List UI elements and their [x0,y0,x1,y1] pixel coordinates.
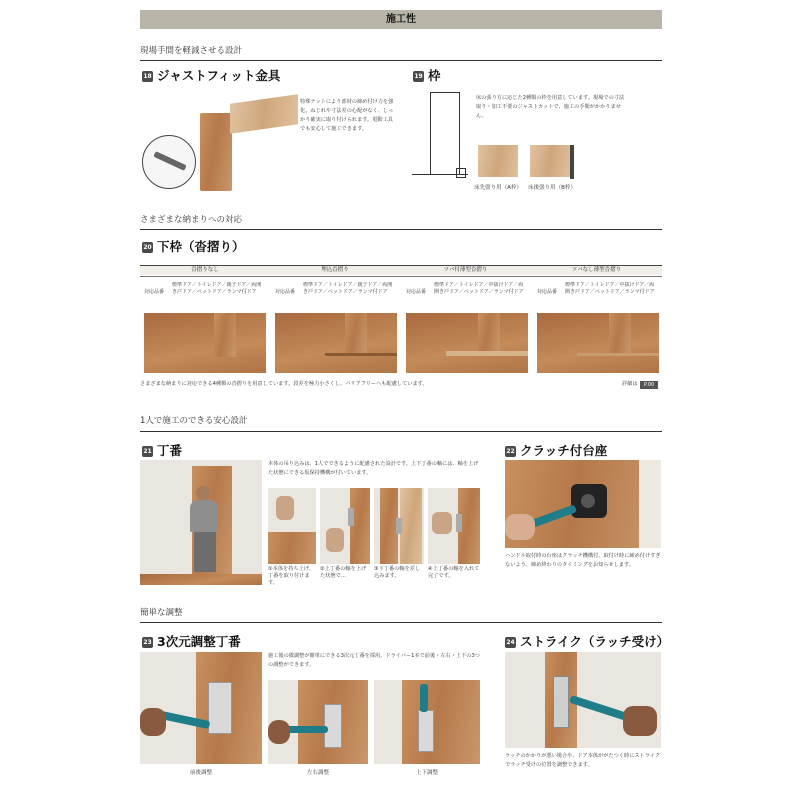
adjust-caption: 上下調整 [415,770,438,776]
col-tag: 対応品番 [537,289,558,295]
section3-heading: 1人で施工のできる安心設計 [140,416,248,426]
clutch-base-photo [505,460,661,548]
section4-heading: 簡単な調整 [140,608,183,618]
hand [276,496,294,520]
floor [140,574,262,585]
item18-illustration [140,95,300,195]
item22-number: 22 [506,448,515,455]
col-header: ツバ付薄型沓摺り [400,266,532,275]
col-text: 標準ドア／トイレドア／親子ドア／両開き戸ドア／ペットドア／ランマ付ドア [303,282,393,295]
reference-label: 詳細は [622,381,638,387]
frame-diagram [412,92,472,192]
col-text: 標準ドア／トイレドア／親子ドア／両開き戸ドア／ペットドア／ランマ付ドア [172,282,262,295]
strike-photo [505,652,661,748]
threshold-photo [406,313,528,373]
page-reference-tag[interactable]: P.00 [640,381,658,389]
adjust-photo-front-back [140,652,262,764]
door-jamb [609,313,631,353]
item23-title: 3次元調整丁番 [157,634,241,649]
header-title: 施工性 [386,14,416,25]
divider [140,431,662,432]
hinge-install-photo [140,460,262,585]
door-jamb [214,313,236,357]
section2-heading: さまざまな納まりへの対応 [140,215,243,225]
worker-legs [194,532,216,572]
item21-title: 丁番 [157,443,183,458]
header-bar [140,10,662,29]
strike-plate [553,676,569,728]
fitting-zoom-circle [142,135,196,189]
item19-text: 床の張り方に応じた2種類の枠を用意しています。現場での寸法取り・加工不要のジャストカットで、施工の手間がかかりません。 [476,95,625,119]
door-head-piece [230,94,298,134]
hand [140,708,166,736]
hand [268,720,290,744]
item19-title-row [413,66,441,84]
col-tag: 対応品番 [144,289,165,295]
divider [140,60,662,61]
item18-title-row [142,66,280,84]
frame-edge [400,488,422,564]
hinge-step-caption: ④上丁番の軸を入れて完了です。 [428,566,480,579]
item23-title-row [142,632,241,650]
item20-title-row [142,237,245,255]
col-header: ツバなし薄型沓摺り [531,266,662,275]
threshold-col [402,279,530,375]
door-edge [350,488,370,564]
item21-text: 本体の吊り込みは、1人でできるように配慮された設計です。上下丁番の軸には、軸を上げた状態にできる仮保持機構が付いています。 [268,461,479,476]
item18-number: 18 [143,73,152,80]
door-jamb [345,313,367,353]
frame-type-a-image [478,145,518,177]
frame-caption-a: 床先張り用（A枠） [474,185,522,191]
hinge-step-photo [374,488,424,564]
divider [140,622,662,623]
screwdriver [420,684,428,712]
hand [505,514,535,540]
item22-text: ハンドル取付時の台座はクラッチ機構付。取付け時に締め付けすぎないよう、締め終わりのタイミングをお知らせします。 [505,553,661,568]
threshold-photo [275,313,397,373]
threshold-strip [446,351,528,356]
worker-head [196,486,210,500]
fitting-bolt [153,151,186,171]
threshold-photo [537,313,659,373]
screwdriver [531,504,577,527]
col-text: 標準ドア／トイレドア／中抜けドア／両開き戸ドア／ペットドア／ランマ付ドア [434,282,524,295]
item18-title: ジャストフィット金具 [157,68,281,83]
col-tag: 対応品番 [275,289,296,295]
item21-title-row [142,441,182,459]
hinge-plate [418,710,434,752]
threshold-photo [144,313,266,373]
hinge-step-caption: ③下丁番の軸を差し込みます。 [374,566,421,579]
door-edge [268,532,316,564]
screwdriver [286,726,328,733]
threshold-table [140,265,662,375]
hand [432,512,452,534]
frame-caption-b: 床後張り用（B枠） [528,185,576,191]
item24-title: ストライク（ラッチ受け） [520,634,670,649]
col-header: 埋込沓摺り [270,266,401,275]
hinge-step-photo [428,488,480,564]
col-tag: 対応品番 [406,289,427,295]
adjust-photo-up-down [374,680,480,764]
col-header: 沓摺りなし [140,266,271,275]
item22-title: クラッチ付台座 [520,443,608,458]
item18-text: 特殊ナットにより部材の締め付け力を強化。ねじれや寸法差の心配がなく、しっかり確実に取り付けられます。電動工具でも安心して施工できます。 [300,99,394,132]
item19-title: 枠 [428,68,441,83]
item21-number: 21 [143,448,152,455]
hinge-step-photo [320,488,370,564]
item24-title-row [505,632,669,650]
item23-number: 23 [143,639,152,646]
screwdriver [569,695,629,721]
item22-title-row [505,441,607,459]
threshold-col [271,279,399,375]
frame-section-line [570,145,574,179]
adjust-photo-left-right [268,680,368,764]
frame-type-b-image [530,145,570,177]
section1-heading: 現場手間を軽減させる設計 [140,46,243,56]
hinge-step-photo [268,488,316,564]
wall [639,460,661,548]
item24-text: ラッチのかかりが悪い場合や、ドア本体ががたつく時にストライクでラッチ受けの位置を調整できます。 [505,753,661,768]
item20-title: 下枠（沓摺り） [157,239,245,254]
adjust-caption: 前後調整 [189,770,212,776]
frame-detail-marker [456,168,466,178]
item19-number: 19 [414,73,423,80]
hinge-plate [456,514,462,532]
hinge-plate [208,682,232,734]
adjust-caption: 左右調整 [306,770,329,776]
door-panel [402,680,480,764]
worker-figure [190,500,218,532]
threshold-col [140,279,268,375]
door-jamb [478,313,500,351]
frame-outline [430,92,460,175]
hand [326,528,344,552]
hinge-plate [396,518,402,534]
divider [140,229,662,230]
col-text: 標準ドア／トイレドア／中抜けドア／両開き戸ドア／ペットドア／ランマ付ドア [565,282,655,295]
hinge-step-caption: ①本体を持ち上げ、丁番を取り付けます。 [268,566,314,586]
threshold-col [533,279,661,375]
item24-number: 24 [506,639,515,646]
item20-footnote: さまざまな納まりに対応できる4種類の沓摺りを用意しています。段差を極力小さくし、バリアフリーへも配慮しています。 [140,381,428,387]
item20-number: 20 [143,244,152,251]
hand [623,706,657,736]
hinge-step-caption: ②上丁番の軸を上げた状態で… [320,566,367,579]
threshold-header-row [140,265,662,277]
item23-text: 施工後の微調整が簡単にできる3次元丁番を採用。ドライバー1本で前後・左右・上下の3つの調整ができます。 [268,653,480,668]
threshold-strip [325,353,397,356]
clutch-screw [581,494,595,508]
hinge-plate [348,508,354,526]
door-frame-piece [200,113,232,191]
threshold-strip [577,353,659,356]
